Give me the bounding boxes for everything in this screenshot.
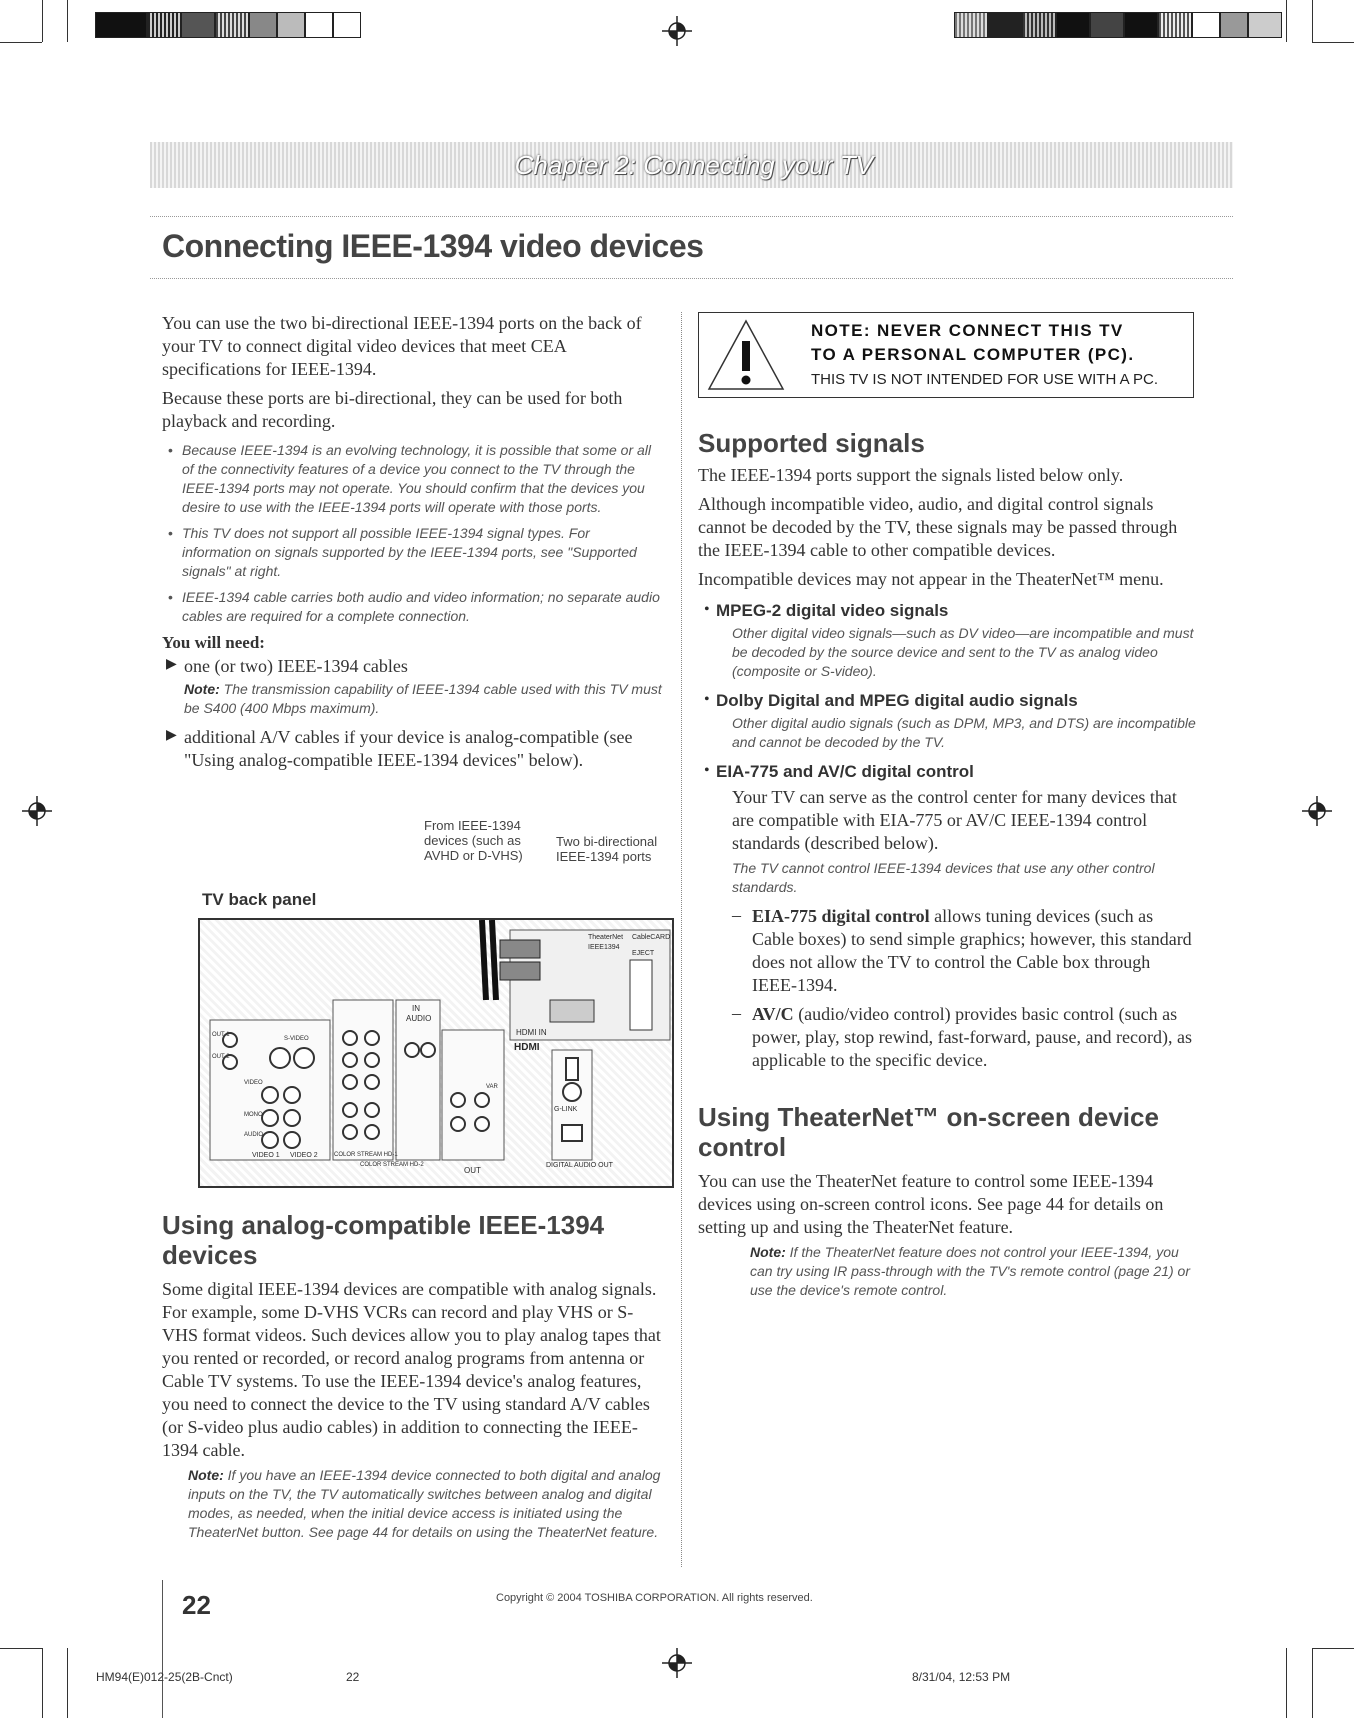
signal-eia775-note: The TV cannot control IEEE-1394 devices that use any other control standards. <box>732 860 1155 895</box>
arrow-bullet-icon: ▶ <box>166 726 177 742</box>
analog-section <box>162 1210 662 1542</box>
footer-rule <box>162 1580 163 1718</box>
diagram-label-theaternet: TheaterNet <box>588 934 624 941</box>
warning-box <box>698 312 1194 398</box>
theaternet-heading: Using TheaterNet™ on-screen device control <box>698 1102 1159 1162</box>
diagram-label-ieee1394: IEEE1394 <box>588 944 620 951</box>
registration-target-icon <box>662 1648 692 1678</box>
note-label: Note: <box>184 681 220 697</box>
diagram-label-audio-small: AUDIO <box>244 1132 264 1138</box>
registration-target-icon <box>662 16 692 46</box>
bidirectional-paragraph: Because these ports are bi-directional, they can be used for both playback and recording. <box>162 388 623 431</box>
title-rule-top <box>150 216 1233 217</box>
signal-dolby-title: Dolby Digital and MPEG digital audio signals <box>716 691 1078 710</box>
diagram-label-cablecard: CableCARD <box>632 934 671 941</box>
supported-p3: Incompatible devices may not appear in the TheaterNet™ menu. <box>698 569 1164 589</box>
eia775-term: EIA-775 digital control <box>752 906 930 926</box>
signal-mpeg2-title: MPEG-2 digital video signals <box>716 601 949 620</box>
diagram-label-from: From IEEE-1394 devices (such as AVHD or D-VHS) <box>424 818 523 863</box>
arrow-bullet-icon: ▶ <box>166 655 177 671</box>
list-item: • This TV does not support all possible IEEE-1394 signal types. For information on signals supported by the IEEE-1394 ports, see "Supported signals" at right. <box>182 524 662 581</box>
registration-target-icon <box>22 796 52 826</box>
warning-line-1: NOTE: NEVER CONNECT THIS TV <box>811 321 1124 340</box>
diagram-label-s-video: S-VIDEO <box>284 1036 309 1042</box>
chapter-title: Chapter 2: Connecting your TV <box>514 150 873 180</box>
avc-term: AV/C <box>752 1004 794 1024</box>
analog-note: If you have an IEEE-1394 device connected to both digital and analog inputs on the TV, the TV automatically switches between analog and digital modes, as needed, when the initial device access is initiated using the TheaterNet button. See page 44 for details on using the TheaterNet feature. <box>188 1467 661 1540</box>
diagram-label-hdmi-in: HDMI IN <box>516 1028 547 1037</box>
analog-paragraph: Some digital IEEE-1394 devices are compatible with analog signals. For example, some D-VHS VCRs can record and play VHS or S-VHS format videos. Such devices allow you to play analog tapes that you rented or recorded, or record analog programs from antenna or Cable TV systems. To use the IEEE-1394 device's analog features, you need to connect the device to the TV using standard A/V cables (or S-video plus audio cables) in addition to connecting the IEEE-1394 cable. <box>162 1279 661 1460</box>
analog-heading: Using analog-compatible IEEE-1394 devices <box>162 1210 605 1270</box>
diagram-label-video1: VIDEO 1 <box>252 1152 280 1159</box>
need-item-1: one (or two) IEEE-1394 cables <box>184 656 408 676</box>
theaternet-paragraph: You can use the TheaterNet feature to control some IEEE-1394 devices using on-screen control icons. See page 44 for details on setting up and using the TheaterNet feature. <box>698 1171 1164 1237</box>
note-label: Note: <box>750 1244 786 1260</box>
diagram-label-var: VAR <box>486 1084 498 1090</box>
diagram-label-video2: VIDEO 2 <box>290 1152 318 1159</box>
intro-paragraph: You can use the two bi-directional IEEE-1394 ports on the back of your TV to connect digital video devices that meet CEA specifications for IEEE-1394. <box>162 313 642 379</box>
diagram-label-in: IN <box>412 1004 420 1013</box>
warning-line-3: THIS TV IS NOT INTENDED FOR USE WITH A PC. <box>811 371 1158 388</box>
registration-bar-left <box>95 12 361 38</box>
page-title: Connecting IEEE-1394 video devices <box>162 228 704 264</box>
eia775-definition: allows tuning devices (such as Cable boxes) to send simple graphics; however, this standard does not allow the TV to control the Cable box through IEEE-1394. <box>752 906 1192 995</box>
note-label: Note: <box>188 1467 224 1483</box>
supported-signals-heading: Supported signals <box>698 428 925 458</box>
diagram-label-hdmi: HDMI <box>514 1042 540 1053</box>
you-will-need-heading: You will need: <box>162 633 265 652</box>
print-date: 8/31/04, 12:53 PM <box>912 1670 1011 1684</box>
diagram-label-color-stream-1: COLOR STREAM HD-1 <box>334 1152 398 1158</box>
supported-p2: Although incompatible video, audio, and digital control signals cannot be decoded by the TV, these signals may be passed through the IEEE-1394 cable to other compatible devices. <box>698 494 1178 560</box>
need-item-1-note: The transmission capability of IEEE-1394 cable used with this TV must be S400 (400 Mbps maximum). <box>184 681 662 716</box>
signal-mpeg2-text: Other digital video signals—such as DV video—are incompatible and must be decoded by the source device and sent to the TV as analog video (composite or S-video). <box>732 625 1194 679</box>
diagram-label-audio: AUDIO <box>406 1014 432 1023</box>
right-column: Supported signals The IEEE-1394 ports support the signals listed below only. Although incompatible video, audio, and digital control signals cannot be decoded by the TV, these signals may be passed through the IEEE-1394 cable to other compatible devices. Incompatible devices may not appear in the TheaterNet™ menu. • MPEG-2 digital video signals Other digital video signals—such as DV video—are incompatible and must be decoded by the source device and sent to the TV as analog video (composite or S-video). • Dolby Digital and MPEG digital audio signals Other digital audio signals (such as DPM, MP3, and DTS) are incompatible and cannot be decoded by the TV. • EIA-775 and AV/C digital control Your TV can serve as the control center for many devices that are compatible with EIA-775 or AV/C IEEE-1394 control standards (described below). The TV cannot control IEEE-1394 devices that use any other control standards. – EIA-775 digital control allows tuning devices (such as Cable boxes) to send simple graphics; however, this standard does not allow the TV to control the Cable box through IEEE-1394. – AV/C (audio/video control) provides basic control (such as power, play, stop rewind, fast-forward, pause, and record), as applicable to the specific device. Using TheaterNet™ on-screen device control You can use the TheaterNet feature to control some IEEE-1394 devices using on-screen control icons. See page 44 for details on setting up and using the TheaterNet feature. Note: If the TheaterNet feature does not control your IEEE-1394, you can try using IR pass-through with the TV's remote control (page 21) or use the device's remote control. <box>698 428 1198 1300</box>
registration-bar-right <box>954 12 1282 38</box>
diagram-label-video: VIDEO <box>244 1080 263 1086</box>
signal-eia775-text: Your TV can serve as the control center for many devices that are compatible with EIA-775 or AV/C IEEE-1394 control standards (described below). <box>732 787 1177 853</box>
list-item: • IEEE-1394 cable carries both audio and video information; no separate audio cables are required for a complete connection. <box>182 588 662 626</box>
theaternet-note: If the TheaterNet feature does not control your IEEE-1394, you can try using IR pass-through with the TV's remote control (page 21) or use the device's remote control. <box>750 1244 1190 1298</box>
registration-target-icon <box>1302 796 1332 826</box>
diagram-label-out1: OUT 1 <box>212 1032 230 1038</box>
diagram-label-out: OUT <box>464 1166 481 1175</box>
caution-list <box>162 441 662 626</box>
diagram-label-g-link: G-LINK <box>554 1106 578 1113</box>
signal-dolby-text: Other digital audio signals (such as DPM, MP3, and DTS) are incompatible and cannot be decoded by the TV. <box>732 715 1196 750</box>
print-slug-page: 22 <box>346 1670 360 1684</box>
page-number: 22 <box>182 1590 211 1620</box>
diagram-label-digital-audio-out: DIGITAL AUDIO OUT <box>546 1162 613 1169</box>
supported-p1: The IEEE-1394 ports support the signals listed below only. <box>698 465 1124 485</box>
print-slug: HM94(E)012-25(2B-Cnct) <box>96 1670 233 1684</box>
list-item: • Because IEEE-1394 is an evolving technology, it is possible that some or all of the connectivity features of a device you connect to the TV through the IEEE-1394 ports may not operate. You should confirm that the devices you desire to use with the IEEE-1394 ports will operate with those ports. <box>182 441 662 517</box>
signal-eia775-title: EIA-775 and AV/C digital control <box>716 762 974 781</box>
diagram-label-color-stream-2: COLOR STREAM HD-2 <box>360 1162 424 1168</box>
title-rule-bottom <box>150 278 1233 279</box>
copyright: Copyright © 2004 TOSHIBA CORPORATION. All rights reserved. <box>496 1592 813 1604</box>
diagram-label-eject: EJECT <box>632 950 655 957</box>
diagram-label-ports: Two bi-directional IEEE-1394 ports <box>556 834 658 864</box>
chapter-header-band <box>150 142 1233 188</box>
warning-line-2: TO A PERSONAL COMPUTER (PC). <box>811 345 1135 364</box>
column-divider <box>681 312 682 1567</box>
diagram-label-tv-back-panel: TV back panel <box>202 890 317 909</box>
avc-definition: (audio/video control) provides basic control (such as power, play, stop rewind, fast-forward, pause, and record), as applicable to the specific device. <box>752 1004 1192 1070</box>
diagram-label-mono: MONO <box>244 1112 263 1118</box>
diagram-label-out2: OUT 2 <box>212 1054 230 1060</box>
need-item-2: additional A/V cables if your device is analog-compatible (see "Using analog-compatible IEEE-1394 devices" below). <box>184 727 633 770</box>
left-column <box>162 312 662 772</box>
warning-icon <box>707 319 785 391</box>
tv-back-panel-diagram <box>198 918 674 1188</box>
